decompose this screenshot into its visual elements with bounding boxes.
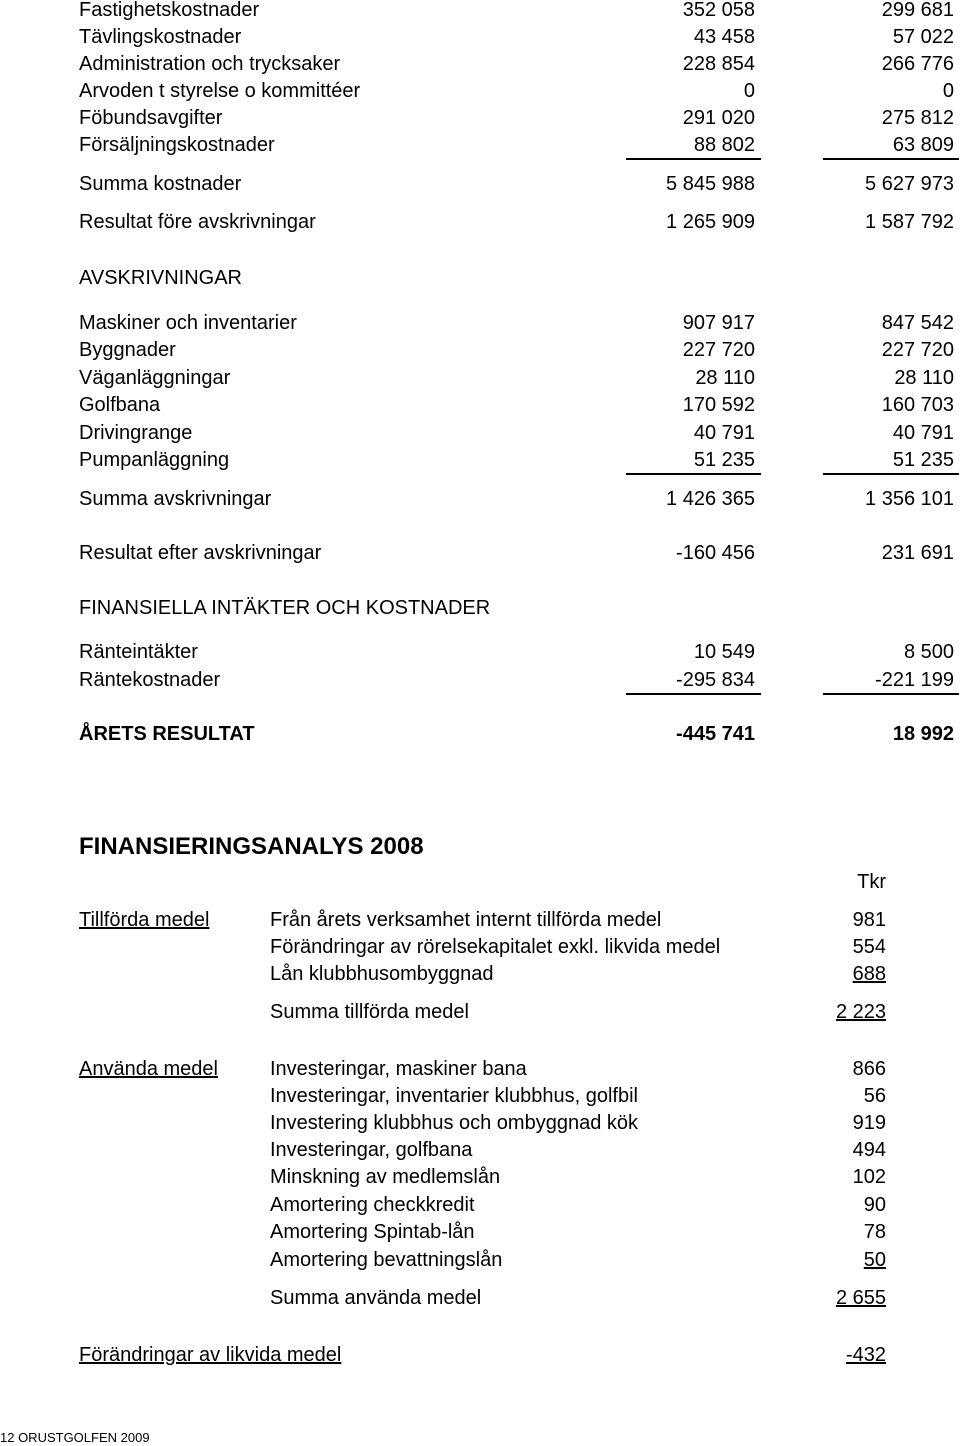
row-desc: Investering klubbhus och ombyggnad kök <box>270 1112 639 1134</box>
value-2007: 299 681 <box>881 0 954 21</box>
row-label: Pumpanläggning <box>79 449 230 471</box>
row-label: Maskiner och inventarier <box>79 312 297 334</box>
sum-line <box>626 473 761 475</box>
avskrivning-row <box>0 364 960 392</box>
row-value: 102 <box>852 1166 886 1188</box>
row-label: Fastighetskostnader <box>79 0 260 21</box>
sum-line <box>823 473 959 475</box>
row-label: Summa avskrivningar <box>79 488 272 510</box>
value-2007: 1 356 101 <box>865 488 954 510</box>
row-desc: Amortering checkkredit <box>270 1194 475 1216</box>
section-heading <box>0 594 960 622</box>
tillforda-label: Tillförda medel <box>79 909 210 931</box>
cost-row <box>0 23 960 51</box>
row-desc: Amortering Spintab-lån <box>270 1221 475 1243</box>
forandringar-label: Förändringar av likvida medel <box>79 1344 342 1366</box>
value-2007: 63 809 <box>892 134 954 156</box>
resultat-efter-row <box>0 539 960 567</box>
value-2008: 43 458 <box>693 26 755 48</box>
tillforda-row <box>0 906 960 934</box>
row-label: Administration och trycksaker <box>79 53 341 75</box>
value-2008: 907 917 <box>682 312 755 334</box>
anvanda-row <box>0 1082 960 1110</box>
summa-tillforda-row <box>0 998 960 1026</box>
finansiell-row <box>0 638 960 666</box>
value-2007: 1 587 792 <box>865 211 954 233</box>
value-2008: 51 235 <box>693 449 755 471</box>
row-value: 2 223 <box>835 1001 886 1023</box>
value-2008: 228 854 <box>682 53 755 75</box>
row-desc: Minskning av medlemslån <box>270 1166 501 1188</box>
value-2007: 275 812 <box>881 107 954 129</box>
anvanda-row <box>0 1191 960 1219</box>
row-value: 78 <box>863 1221 886 1243</box>
value-2008: 28 110 <box>695 367 755 389</box>
sum-line <box>626 158 761 160</box>
anvanda-row <box>0 1055 960 1083</box>
section-heading <box>0 264 960 292</box>
value-2008: -160 456 <box>676 542 755 564</box>
value-2007: 51 235 <box>892 449 954 471</box>
forandringar-row <box>0 1341 960 1369</box>
value-2008: 352 058 <box>682 0 755 21</box>
unit-label: Tkr <box>857 871 886 893</box>
value-2007: 8 500 <box>903 641 954 663</box>
row-label: Resultat före avskrivningar <box>79 211 316 233</box>
row-label: Ränteintäkter <box>79 641 198 663</box>
row-desc: Investeringar, maskiner bana <box>270 1058 527 1080</box>
row-label: ÅRETS RESULTAT <box>79 723 255 745</box>
value-2008: 1 265 909 <box>666 211 755 233</box>
anvanda-row <box>0 1163 960 1191</box>
anvanda-row <box>0 1109 960 1137</box>
summa-anvanda-row <box>0 1284 960 1312</box>
value-2007: 18 992 <box>892 723 954 745</box>
value-2007: 227 720 <box>881 339 954 361</box>
row-value: 494 <box>852 1139 886 1161</box>
summa-kostnader-row <box>0 170 960 198</box>
avskrivning-row <box>0 419 960 447</box>
anvanda-row <box>0 1218 960 1246</box>
value-2008: 40 791 <box>693 422 755 444</box>
row-label: Resultat efter avskrivningar <box>79 542 322 564</box>
value-2008: -295 834 <box>676 669 755 691</box>
row-desc: Summa använda medel <box>270 1287 482 1309</box>
avskrivning-row <box>0 446 960 474</box>
value-2008: 10 549 <box>693 641 755 663</box>
summa-avskrivningar-row <box>0 485 960 513</box>
row-value: 981 <box>852 909 886 931</box>
row-value: 90 <box>863 1194 886 1216</box>
tillforda-row <box>0 933 960 961</box>
cost-row <box>0 77 960 105</box>
finansiell-row <box>0 666 960 694</box>
cost-row <box>0 0 960 24</box>
row-value: 688 <box>852 963 886 985</box>
row-value: 554 <box>852 936 886 958</box>
sum-line <box>823 693 959 695</box>
row-desc: Summa tillförda medel <box>270 1001 469 1023</box>
value-2007: 28 110 <box>894 367 954 389</box>
row-label: Föbundsavgifter <box>79 107 223 129</box>
value-2007: 160 703 <box>881 394 954 416</box>
row-value: 866 <box>852 1058 886 1080</box>
value-2007: 0 <box>942 80 954 102</box>
sum-line <box>626 693 761 695</box>
value-2007: 847 542 <box>881 312 954 334</box>
row-desc: Förändringar av rörelsekapitalet exkl. likvida medel <box>270 936 721 958</box>
anvanda-row <box>0 1246 960 1274</box>
value-2007: 5 627 973 <box>865 173 954 195</box>
row-label: Väganläggningar <box>79 367 231 389</box>
arets-resultat-row <box>0 720 960 748</box>
value-2008: 88 802 <box>693 134 755 156</box>
sum-line <box>823 158 959 160</box>
value-2007: 231 691 <box>881 542 954 564</box>
row-label: Räntekostnader <box>79 669 221 691</box>
financing-title: FINANSIERINGSANALYS 2008 <box>79 833 424 860</box>
finansiella-heading: FINANSIELLA INTÄKTER OCH KOSTNADER <box>79 597 491 619</box>
page-footer: 12 ORUSTGOLFEN 2009 <box>0 1430 150 1445</box>
row-label: Summa kostnader <box>79 173 242 195</box>
cost-row <box>0 104 960 132</box>
row-desc: Investeringar, inventarier klubbhus, golfbil <box>270 1085 638 1107</box>
row-value: 50 <box>863 1249 886 1271</box>
row-value: 2 655 <box>835 1287 886 1309</box>
row-label: Byggnader <box>79 339 176 361</box>
row-label: Tävlingskostnader <box>79 26 242 48</box>
cost-row <box>0 131 960 159</box>
row-label: Försäljningskostnader <box>79 134 275 156</box>
tillforda-row <box>0 960 960 988</box>
value-2008: 0 <box>743 80 755 102</box>
anvanda-row <box>0 1136 960 1164</box>
row-desc: Lån klubbhusombyggnad <box>270 963 494 985</box>
row-desc: Investeringar, golfbana <box>270 1139 473 1161</box>
anvanda-label: Använda medel <box>79 1058 218 1080</box>
row-value: 919 <box>852 1112 886 1134</box>
value-2008: 1 426 365 <box>666 488 755 510</box>
avskrivning-row <box>0 336 960 364</box>
value-2008: 5 845 988 <box>666 173 755 195</box>
resultat-fore-row <box>0 208 960 236</box>
value-2007: 57 022 <box>892 26 954 48</box>
row-label: Arvoden t styrelse o kommittéer <box>79 80 361 102</box>
row-value: -432 <box>845 1344 886 1366</box>
row-desc: Amortering bevattningslån <box>270 1249 503 1271</box>
row-label: Golfbana <box>79 394 161 416</box>
value-2008: 170 592 <box>682 394 755 416</box>
value-2008: 291 020 <box>682 107 755 129</box>
avskrivning-row <box>0 391 960 419</box>
value-2007: 40 791 <box>892 422 954 444</box>
value-2008: -445 741 <box>676 723 755 745</box>
value-2008: 227 720 <box>682 339 755 361</box>
avskrivning-row <box>0 309 960 337</box>
row-label: Drivingrange <box>79 422 193 444</box>
row-value: 56 <box>863 1085 886 1107</box>
cost-row <box>0 50 960 78</box>
row-desc: Från årets verksamhet internt tillförda medel <box>270 909 662 931</box>
value-2007: -221 199 <box>875 669 954 691</box>
value-2007: 266 776 <box>881 53 954 75</box>
avskrivningar-heading: AVSKRIVNINGAR <box>79 267 242 289</box>
